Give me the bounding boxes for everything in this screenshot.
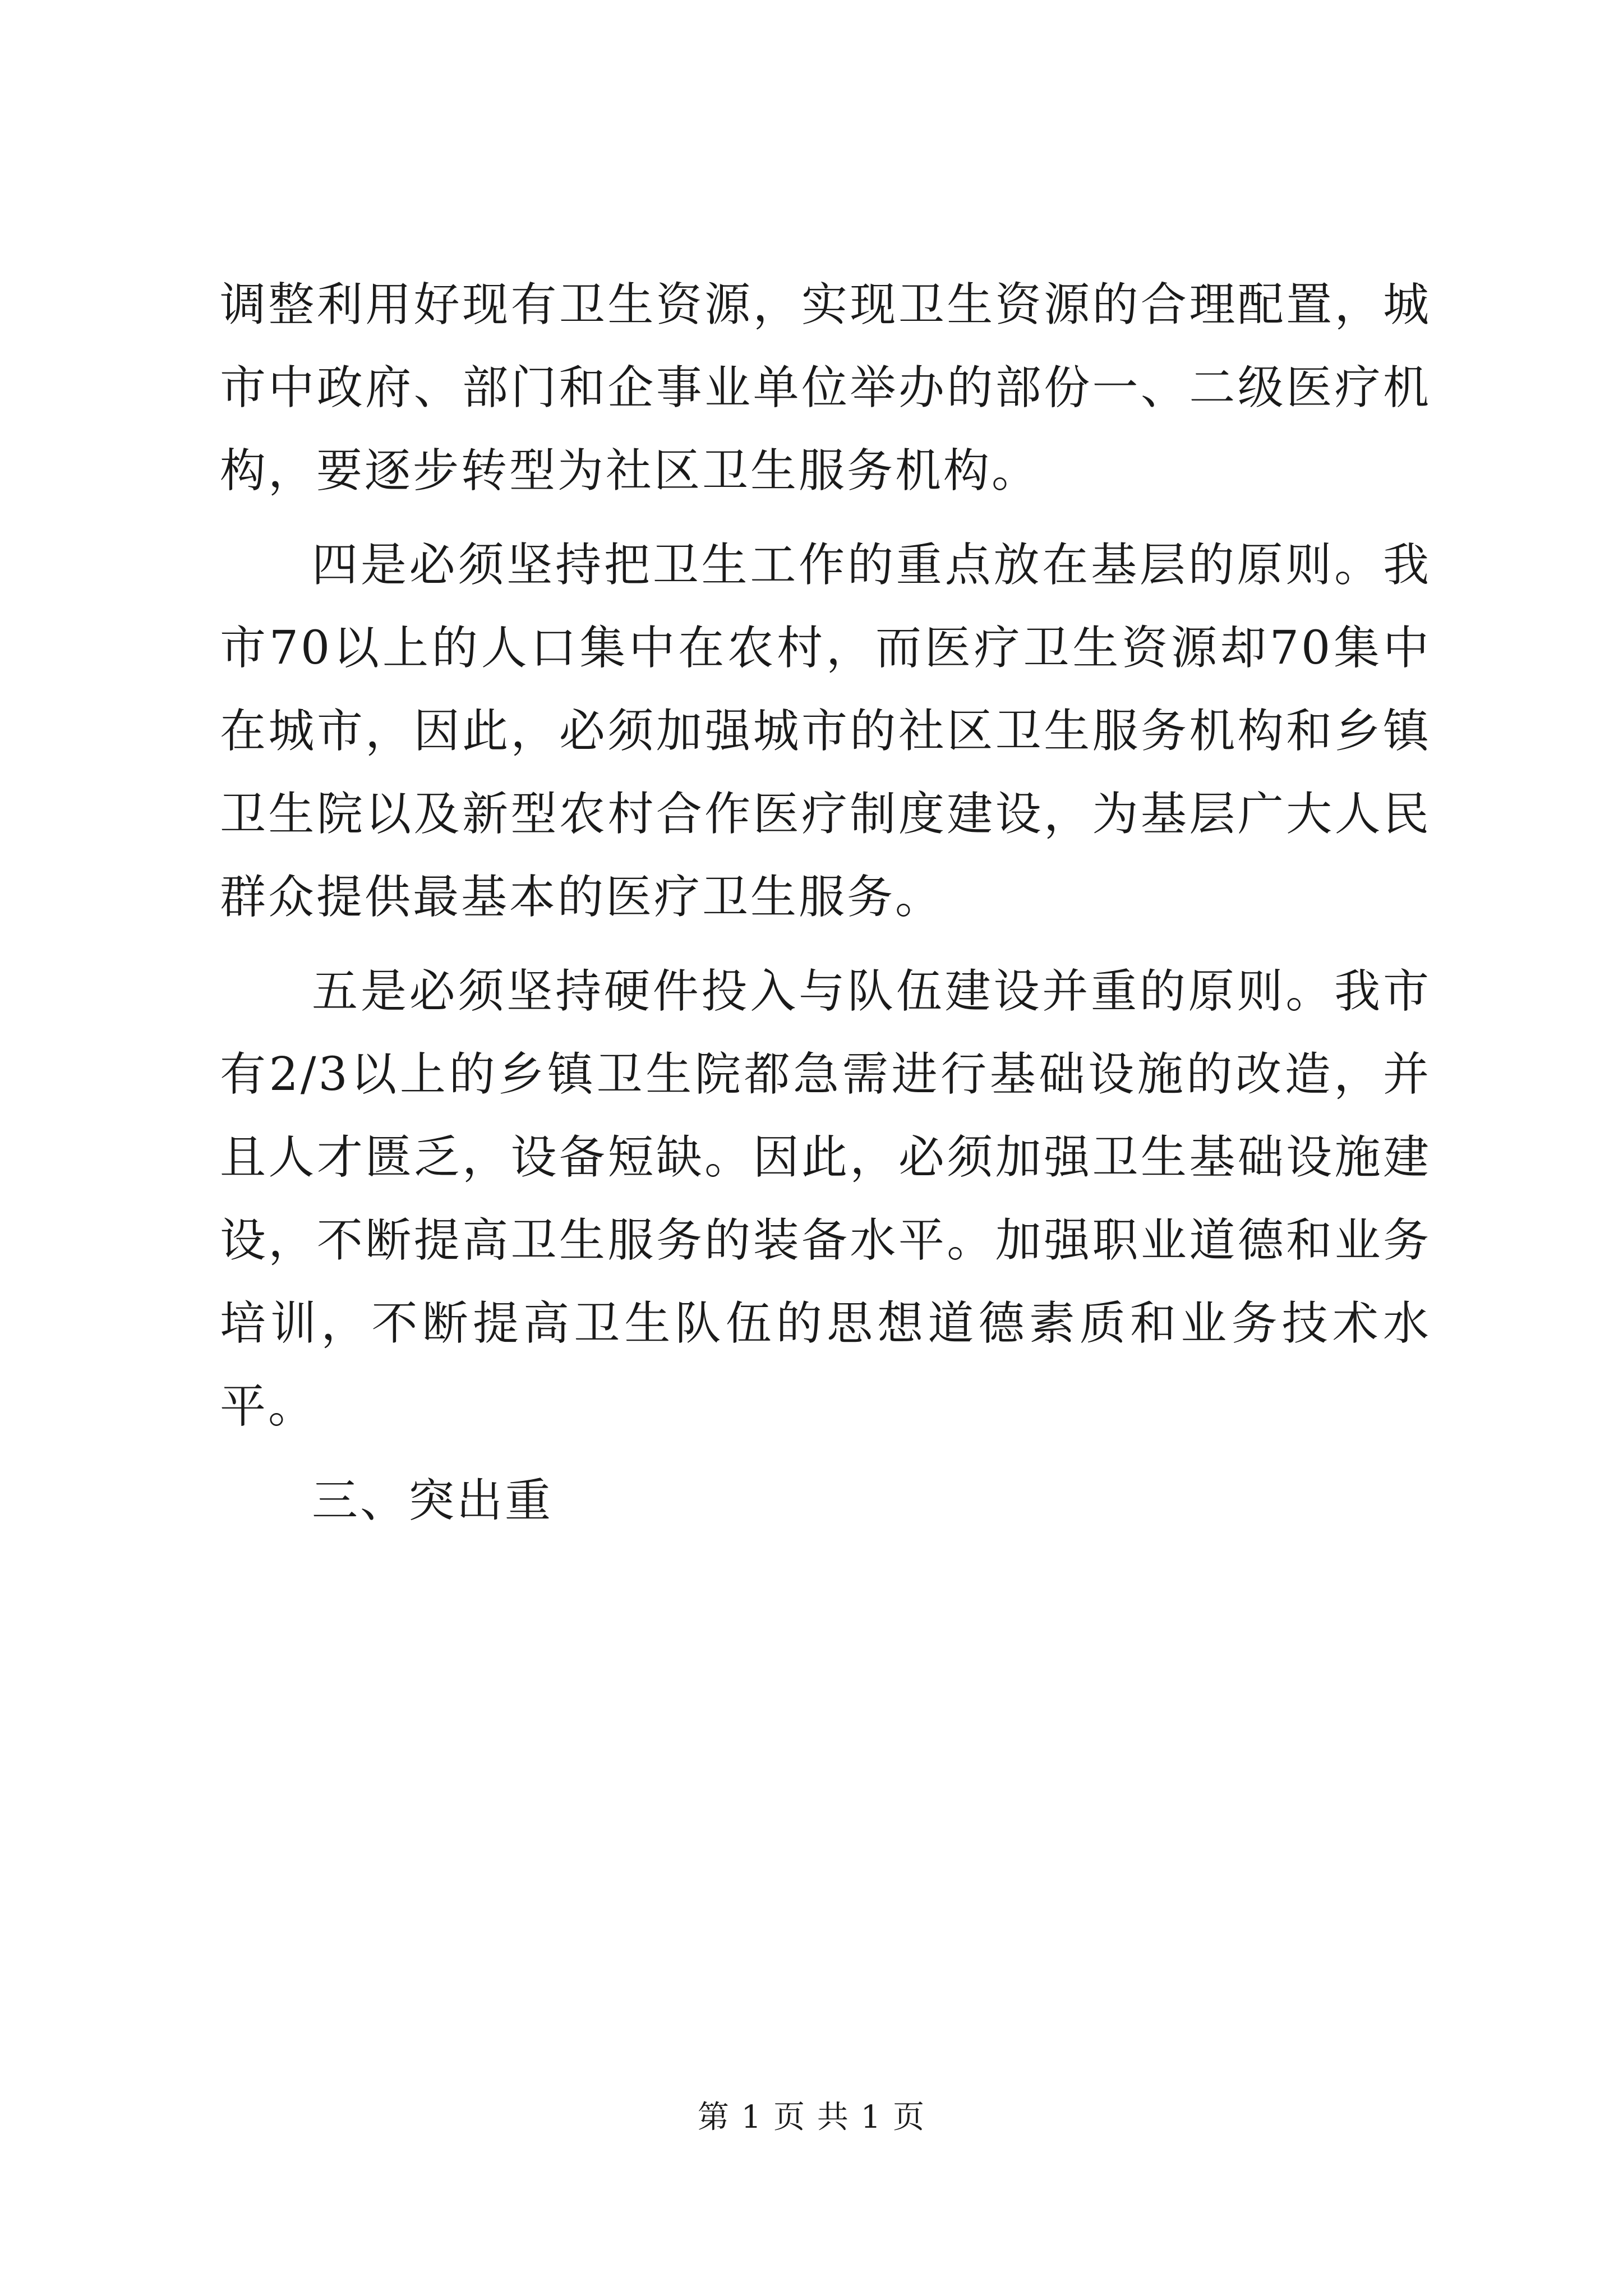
section-heading-three: 三、突出重	[312, 1474, 554, 1527]
paragraph-principle-four: 四是必须坚持把卫生工作的重点放在基层的原则。我市70以上的人口集中在农村，而医疗卫生资源却70集中在城市，因此，必须加强城市的社区卫生服务机构和乡镇卫生院以及新型农村合作医疗制度建设，为基层广大人民群众提供最基本的医疗卫生服务。	[220, 539, 1431, 924]
paragraph-continuation: 调整利用好现有卫生资源，实现卫生资源的合理配置，城市中政府、部门和企事业单位举办的部份一、二级医疗机构，要逐步转型为社区卫生服务机构。	[220, 278, 1431, 498]
page-footer: 第 1 页 共 1 页	[697, 2099, 926, 2136]
document-body	[220, 264, 1431, 1543]
paragraph-principle-five: 五是必须坚持硬件投入与队伍建设并重的原则。我市有2/3以上的乡镇卫生院都急需进行基础设施的改造，并且人才匮乏，设备短缺。因此，必须加强卫生基础设施建设，不断提高卫生服务的装备水平。加强职业道德和业务培训，不断提高卫生队伍的思想道德素质和业务技术水平。	[220, 965, 1431, 1433]
